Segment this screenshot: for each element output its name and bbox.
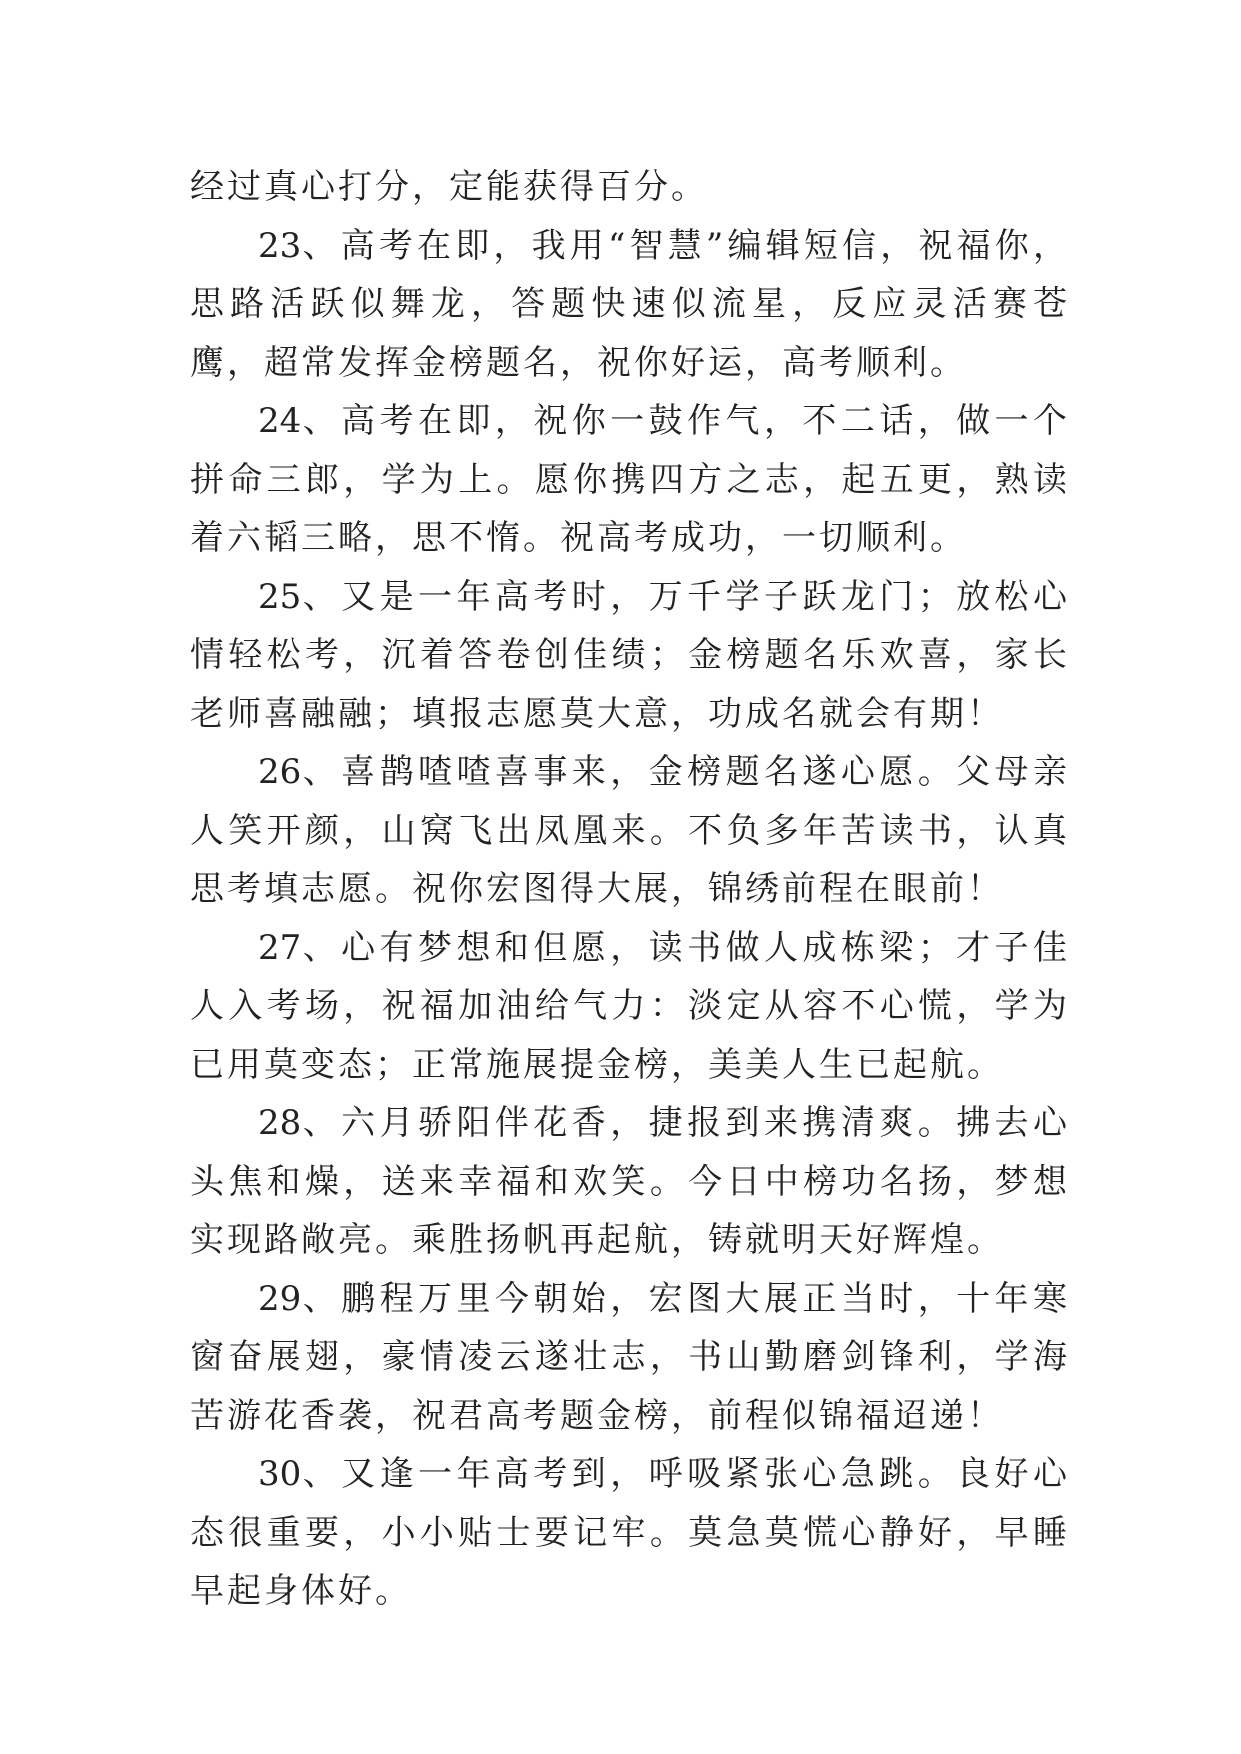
paragraph-25 — [190, 568, 1070, 744]
paragraph-number: 23 — [258, 225, 302, 266]
paragraph-text: 、鹏程万里今朝始，宏图大展正当时，十年寒窗奋展翅，豪情凌云遂壮志，书山勤磨剑锋利，学海苦游花香袭，祝君高考题金榜，前程似锦福迢递！ — [190, 1278, 1070, 1436]
paragraph-26 — [190, 743, 1070, 919]
paragraph-29 — [190, 1270, 1070, 1446]
paragraph-text: 、喜鹊喳喳喜事来，金榜题名遂心愿。父母亲人笑开颜，山窝飞出凤凰来。不负多年苦读书，认真思考填志愿。祝你宏图得大展，锦绣前程在眼前！ — [190, 752, 1070, 909]
paragraph-number: 24 — [258, 401, 302, 441]
paragraph-27 — [190, 919, 1070, 1095]
paragraph-text: 、又逢一年高考到，呼吸紧张心急跳。良好心态很重要，小小贴士要记牢。莫急莫慌心静好，早睡早起身体好。 — [190, 1454, 1070, 1611]
paragraph-28 — [190, 1094, 1070, 1270]
paragraph-text: 、高考在即，我用“智慧”编辑短信，祝福你，思路活跃似舞龙，答题快速似流星，反应灵活赛苍鹰，超常发挥金榜题名，祝你好运，高考顺利。 — [190, 225, 1070, 383]
paragraph-number: 25 — [258, 576, 302, 617]
paragraph-text: 、高考在即，祝你一鼓作气，不二话，做一个拼命三郎，学为上。愿你携四方之志，起五更，熟读着六韬三略，思不惰。祝高考成功，一切顺利。 — [190, 401, 1070, 558]
paragraph-number: 27 — [258, 927, 302, 968]
paragraph-number: 28 — [258, 1103, 302, 1143]
paragraph-continuation — [190, 158, 1070, 217]
paragraph-number: 29 — [258, 1278, 302, 1319]
paragraph-text: 、心有梦想和但愿，读书做人成栋梁；才子佳人入考场，祝福加油给气力：淡定从容不心慌，学为已用莫变态；正常施展提金榜，美美人生已起航。 — [190, 927, 1070, 1085]
paragraph-text: 经过真心打分，定能获得百分。 — [190, 167, 708, 207]
paragraph-30 — [190, 1445, 1070, 1621]
paragraph-number: 26 — [258, 752, 302, 792]
paragraph-text: 、六月骄阳伴花香，捷报到来携清爽。拂去心头焦和燥，送来幸福和欢笑。今日中榜功名扬，梦想实现路敞亮。乘胜扬帆再起航，铸就明天好辉煌。 — [190, 1103, 1070, 1260]
document-body — [190, 158, 1070, 1621]
paragraph-text: 、又是一年高考时，万千学子跃龙门；放松心情轻松考，沉着答卷创佳绩；金榜题名乐欢喜，家长老师喜融融；填报志愿莫大意，功成名就会有期！ — [190, 576, 1070, 734]
paragraph-number: 30 — [258, 1454, 302, 1494]
paragraph-24 — [190, 392, 1070, 568]
paragraph-23 — [190, 217, 1070, 393]
